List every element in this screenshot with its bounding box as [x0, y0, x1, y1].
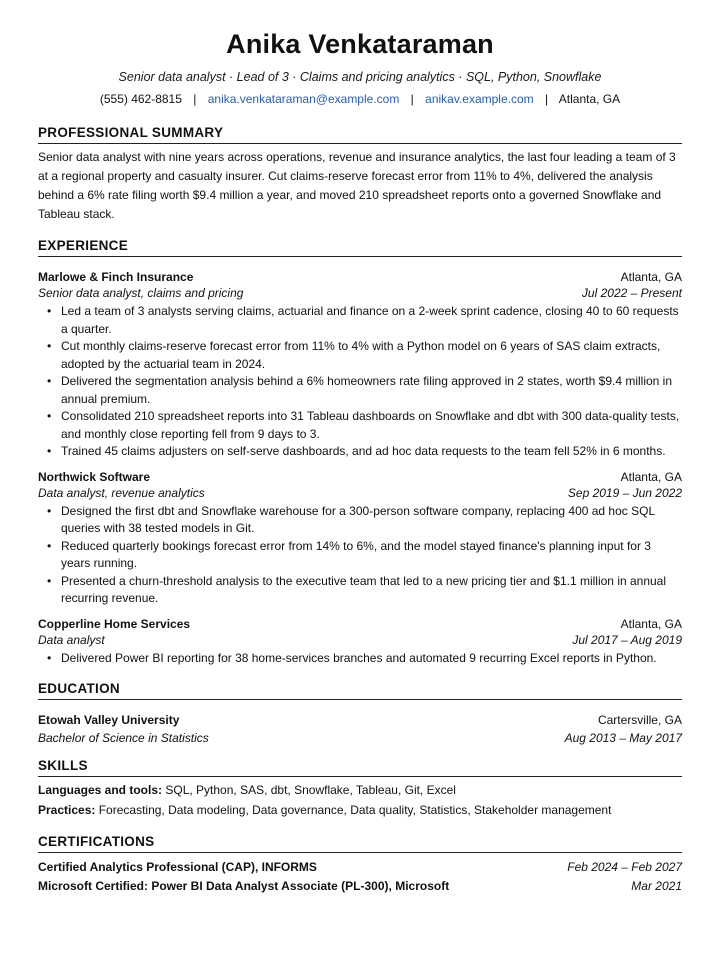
skill-label: Languages and tools:: [38, 783, 163, 797]
bullet-item: • Cut monthly claims-reserve forecast error from 11% to 4% with a Python model on 6 years of SAS claim extracts, adopted by the actuarial team in 2024.: [61, 338, 682, 373]
job-bullets: [38, 503, 682, 608]
section-title: PROFESSIONAL SUMMARY: [38, 124, 682, 144]
certifications-section: [38, 833, 682, 894]
certification-name: Microsoft Certified: Power BI Data Analyst Associate (PL-300), Microsoft: [38, 879, 450, 893]
skill-label: Practices:: [38, 803, 96, 817]
job-role-row: [38, 632, 682, 648]
company-name: Copperline Home Services: [38, 616, 191, 631]
job-role: Senior data analyst, claims and pricing: [38, 286, 244, 300]
separator: |: [410, 92, 414, 106]
bullet-item: • Delivered the segmentation analysis behind a 6% homeowners rate filing approved in 2 states, worth $9.4 million in annual premium.: [61, 373, 682, 408]
job-dates: Sep 2019 – Jun 2022: [567, 485, 682, 500]
bullet-item: • Reduced quarterly bookings forecast error from 14% to 6%, and the model stayed finance's planning input for 3 years running.: [61, 538, 682, 573]
job-bullets: [38, 303, 682, 461]
job-dates: Jul 2022 – Present: [581, 286, 682, 300]
tagline: Senior data analyst · Lead of 3 · Claims and pricing analytics · SQL, Python, Snowflake: [118, 70, 602, 84]
summary-section: [38, 124, 682, 224]
section-title: EXPERIENCE: [38, 237, 682, 257]
email-link[interactable]: anika.venkataraman@example.com: [207, 92, 400, 106]
separator: |: [193, 92, 197, 106]
skill-line: [38, 780, 682, 800]
education-row: [38, 712, 682, 728]
separator: |: [544, 92, 549, 106]
bullet-item: • Consolidated 210 spreadsheet reports into 31 Tableau dashboards on Snowflake and dbt with 300 data-quality tests, and monthly close reporting fell from 9 days to 3.: [61, 408, 682, 443]
summary-text: Senior data analyst with nine years across operations, revenue and insurance analytics, the last four leading a team of 3 at a regional property and casualty insurer. Cut claims-reserve forecast error from 11% to 4%, delivered the analysis behind a 6% rate filing worth $9.4 million a year, and moved 210 spreadsheet reports onto a governed Snowflake and Tableau stack.: [38, 150, 676, 221]
candidate-name: Anika Venkataraman: [226, 29, 494, 59]
contact-line: [38, 91, 682, 107]
job-dates: Jul 2017 – Aug 2019: [572, 632, 682, 647]
certification-row: [38, 859, 682, 875]
resume-page: [0, 28, 720, 894]
experience-section: [38, 237, 682, 667]
job-entry: [38, 269, 682, 461]
skills-section: [38, 757, 682, 820]
bullet-item: • Presented a churn-threshold analysis to the executive team that led to a new pricing tier and $1.1 million in annual recurring revenue.: [61, 573, 682, 608]
section-title: SKILLS: [38, 757, 682, 777]
website-link[interactable]: anikav.example.com: [425, 92, 534, 106]
job-role-row: [38, 485, 682, 501]
location: Atlanta, GA: [558, 92, 621, 106]
certification-row: [38, 878, 682, 894]
skill-value: SQL, Python, SAS, dbt, Snowflake, Tableau, Git, Excel: [165, 783, 456, 797]
skill-value: Forecasting, Data modeling, Data governance, Data quality, Statistics, Stakeholder management: [98, 803, 612, 817]
job-header-row: [38, 616, 682, 632]
job-location: Atlanta, GA: [620, 616, 682, 631]
job-header-row: [38, 269, 682, 285]
certification-dates: Feb 2024 – Feb 2027: [567, 860, 682, 874]
job-header-row: [38, 469, 682, 485]
job-role-row: [38, 285, 682, 301]
degree-row: [38, 730, 682, 746]
certification-name: Certified Analytics Professional (CAP), INFORMS: [38, 860, 317, 874]
job-location: Atlanta, GA: [620, 270, 682, 284]
degree: Bachelor of Science in Statistics: [38, 731, 209, 745]
section-title: CERTIFICATIONS: [38, 833, 682, 853]
skill-line: [38, 800, 682, 820]
section-title: EDUCATION: [38, 680, 682, 700]
school-name: Etowah Valley University: [38, 713, 180, 727]
company-name: Northwick Software: [38, 469, 151, 484]
bullet-item: • Delivered Power BI reporting for 38 home-services branches and automated 9 recurring Excel reports in Python.: [61, 650, 682, 668]
job-role: Data analyst: [38, 632, 105, 647]
job-location: Atlanta, GA: [620, 469, 682, 484]
resume-header: [38, 28, 682, 107]
education-section: [38, 680, 682, 746]
job-entry: [38, 469, 682, 608]
bullet-item: • Trained 45 claims adjusters on self-serve dashboards, and ad hoc data requests to the team fell 52% in 6 months.: [61, 443, 682, 461]
school-location: Cartersville, GA: [597, 713, 682, 727]
job-bullets: [38, 650, 682, 668]
bullet-item: • Designed the first dbt and Snowflake warehouse for a 300-person software company, replacing 400 ad hoc SQL queries with 38 tested models in Git.: [61, 503, 682, 538]
company-name: Marlowe & Finch Insurance: [38, 270, 194, 284]
certification-dates: Mar 2021: [631, 879, 682, 893]
job-role: Data analyst, revenue analytics: [38, 485, 205, 500]
phone: (555) 462-8815: [99, 92, 182, 106]
job-entry: [38, 616, 682, 668]
bullet-item: • Led a team of 3 analysts serving claims, actuarial and finance on a 2-week sprint cadence, closing 40 to 60 requests a quarter.: [61, 303, 682, 338]
education-dates: Aug 2013 – May 2017: [564, 731, 682, 745]
